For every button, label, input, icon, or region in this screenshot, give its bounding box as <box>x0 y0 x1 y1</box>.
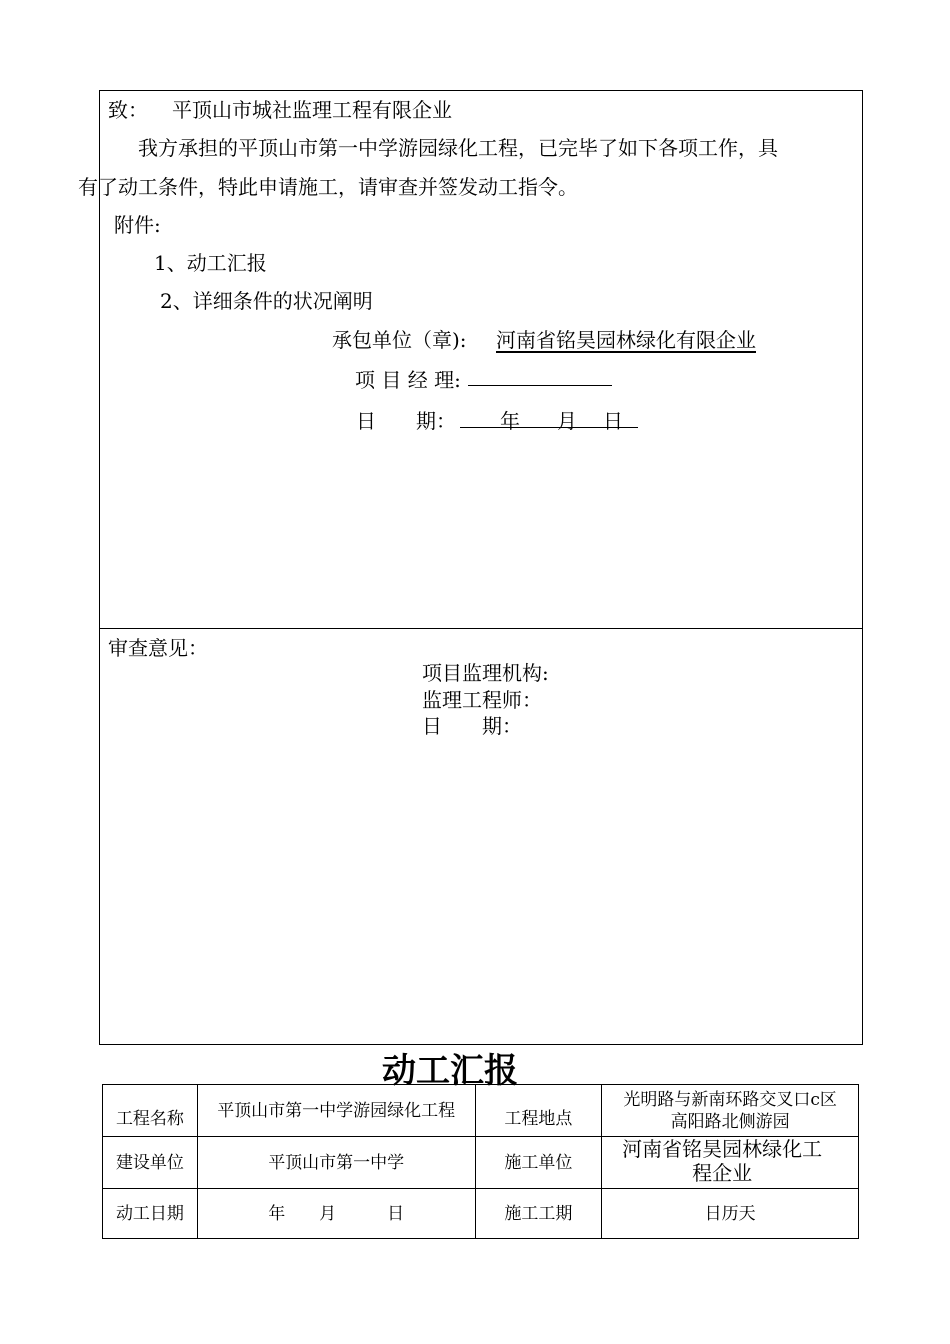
project-location-value: 光明路与新南环路交叉口c区高阳路北侧游园 <box>602 1085 859 1137</box>
start-date-value: 年 月 日 <box>197 1189 475 1239</box>
review-engineer-label: 监理工程师： <box>422 688 542 712</box>
report-title: 动工汇报 <box>382 1051 518 1091</box>
contractor-label: 承包单位（章): <box>332 328 467 352</box>
date-day: 日 <box>603 409 623 433</box>
start-date-label: 动工日期 <box>103 1189 198 1239</box>
duration-value: 日历天 <box>602 1189 859 1239</box>
owner-value: 平顶山市第一中学 <box>197 1137 475 1189</box>
table-row <box>103 1085 859 1137</box>
date-month: 月 <box>557 409 577 433</box>
builder-value: 河南省铭昊园林绿化工程企业 <box>602 1137 859 1189</box>
project-name-value: 平顶山市第一中学游园绿化工程 <box>197 1085 475 1137</box>
body-line-1: 我方承担的平顶山市第一中学游园绿化工程，已完毕了如下各项工作，具 <box>138 136 778 160</box>
body-line-2: 有了动工条件，特此申请施工，请审查并签发动工指令。 <box>78 175 578 199</box>
to-recipient: 平顶山市城社监理工程有限企业 <box>172 98 452 122</box>
attachment-item-2: 2、详细条件的状况阐明 <box>160 289 373 313</box>
date-year: 年 <box>500 409 520 433</box>
attachments-label: 附件: <box>114 213 161 237</box>
manager-label: 项 目 经 理: <box>355 368 461 392</box>
owner-label: 建设单位 <box>103 1137 198 1189</box>
report-table <box>102 1084 859 1239</box>
to-label: 致： <box>108 98 148 122</box>
builder-label: 施工单位 <box>475 1137 602 1189</box>
duration-label: 施工工期 <box>475 1189 602 1239</box>
date-label: 日 期： <box>356 409 456 433</box>
review-label: 审查意见： <box>108 636 208 660</box>
table-row <box>103 1137 859 1189</box>
attachment-item-1: 1、动工汇报 <box>154 251 267 275</box>
contractor-value: 河南省铭昊园林绿化有限企业 <box>496 328 756 352</box>
project-location-label: 工程地点 <box>475 1085 602 1137</box>
project-name-label: 工程名称 <box>103 1085 198 1137</box>
manager-signature-line <box>468 384 612 386</box>
review-date-label: 日 期： <box>422 714 522 738</box>
table-row <box>103 1189 859 1239</box>
review-org-label: 项目监理机构: <box>422 661 549 685</box>
